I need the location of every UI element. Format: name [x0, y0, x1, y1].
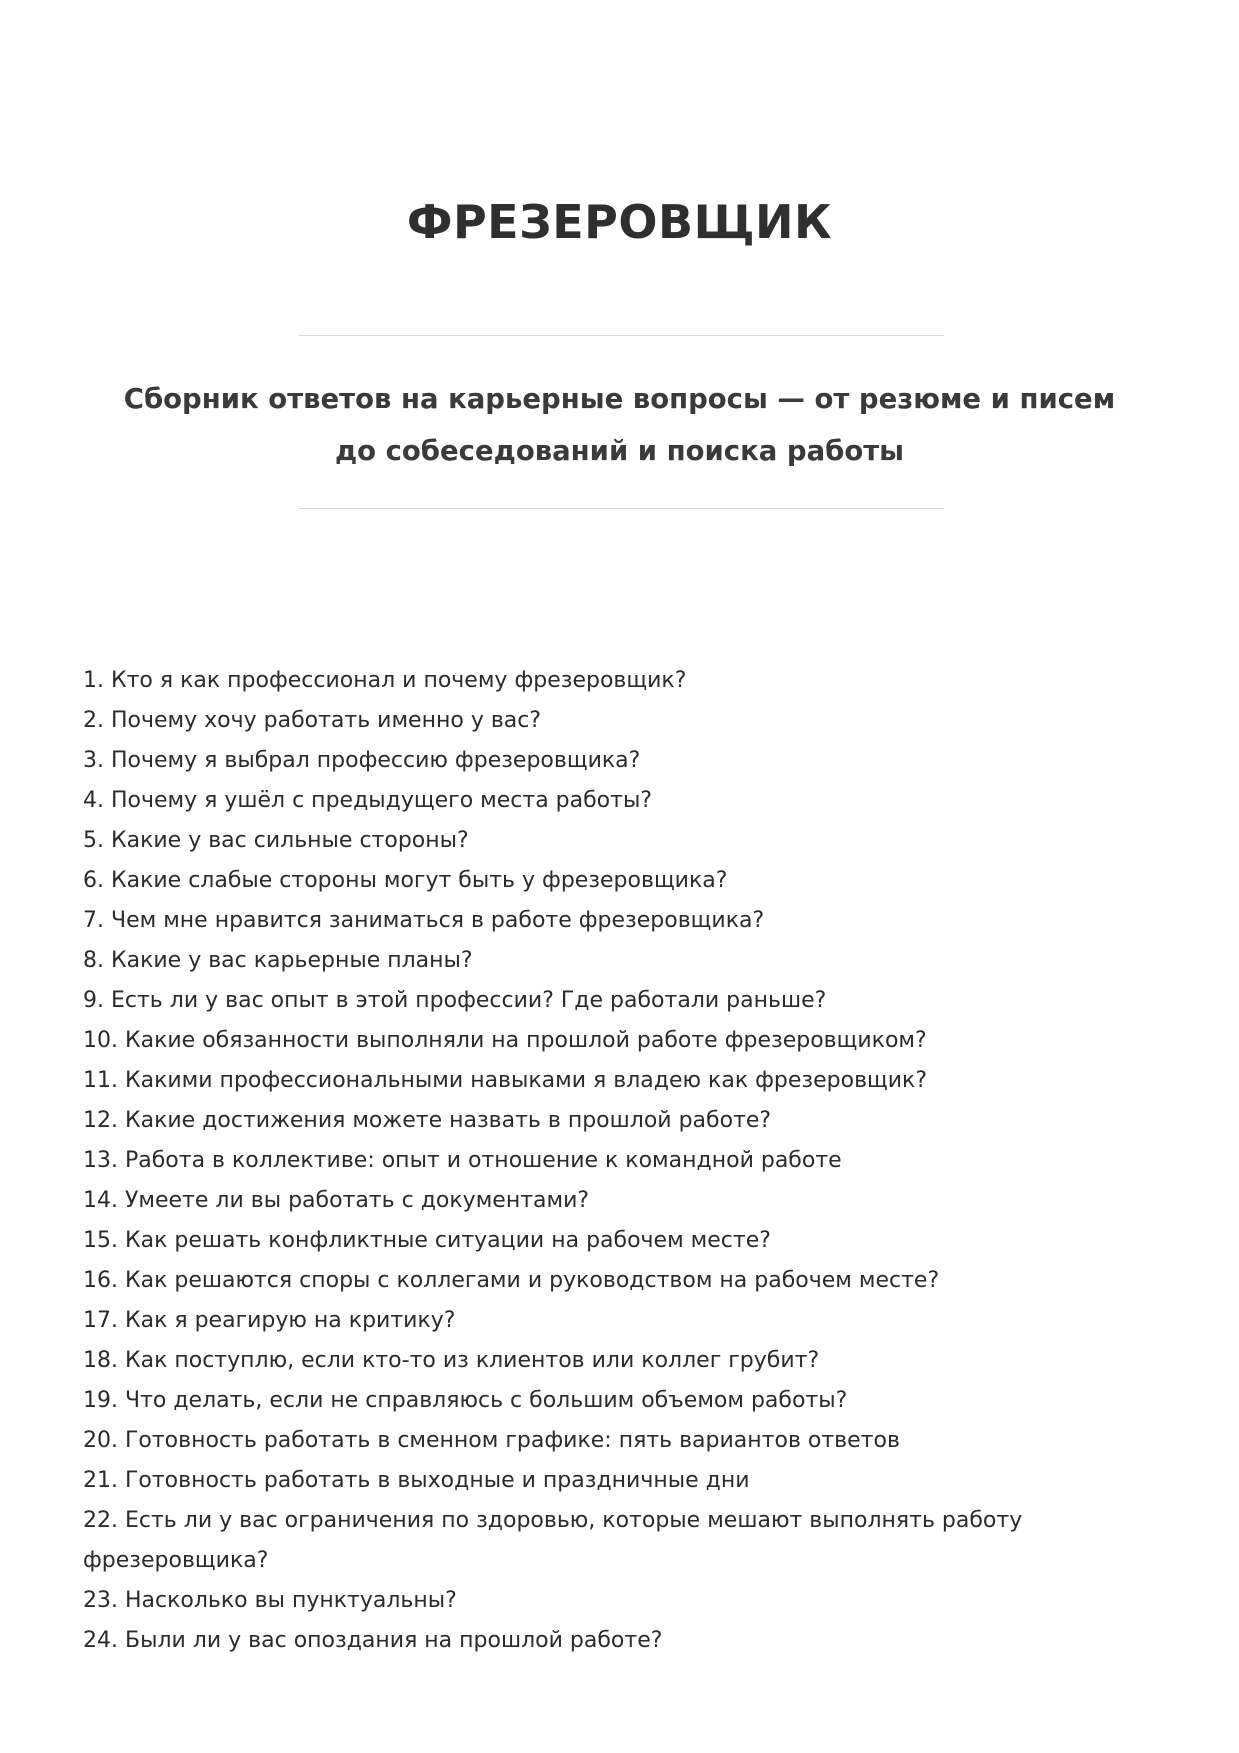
- toc-item: 23. Насколько вы пунктуальны?: [83, 1588, 457, 1613]
- toc-item: 2. Почему хочу работать именно у вас?: [83, 708, 542, 733]
- divider-bottom: [299, 508, 944, 509]
- divider-top: [299, 335, 944, 336]
- toc-item: 9. Есть ли у вас опыт в этой профессии? Где работали раньше?: [83, 988, 827, 1013]
- toc-item: 4. Почему я ушёл с предыдущего места работы?: [83, 788, 653, 813]
- toc-item: 8. Какие у вас карьерные планы?: [83, 948, 473, 973]
- toc-item: 10. Какие обязанности выполняли на прошлой работе фрезеровщиком?: [83, 1028, 927, 1053]
- toc-item: 17. Как я реагирую на критику?: [83, 1308, 456, 1333]
- toc-item: 13. Работа в коллективе: опыт и отношение к командной работе: [83, 1148, 842, 1173]
- toc-item: 22. Есть ли у вас ограничения по здоровью, которые мешают выполнять работу фрезеровщика?: [83, 1508, 1023, 1573]
- toc-item: 20. Готовность работать в сменном графике: пять вариантов ответов: [83, 1428, 900, 1453]
- toc-item: 15. Как решать конфликтные ситуации на рабочем месте?: [83, 1228, 771, 1253]
- table-of-contents: [83, 661, 1083, 1661]
- document-title: ФРЕЗЕРОВЩИК: [406, 195, 833, 249]
- toc-item: 21. Готовность работать в выходные и праздничные дни: [83, 1468, 750, 1493]
- toc-item: 6. Какие слабые стороны могут быть у фрезеровщика?: [83, 868, 728, 893]
- toc-item: 5. Какие у вас сильные стороны?: [83, 828, 469, 853]
- toc-item: 1. Кто я как профессионал и почему фрезеровщик?: [83, 668, 687, 693]
- toc-item: 16. Как решаются споры с коллегами и руководством на рабочем месте?: [83, 1268, 940, 1293]
- toc-item: 12. Какие достижения можете назвать в прошлой работе?: [83, 1108, 772, 1133]
- toc-item: 24. Были ли у вас опоздания на прошлой работе?: [83, 1628, 663, 1653]
- toc-item: 14. Умеете ли вы работать с документами?: [83, 1188, 590, 1213]
- toc-item: 19. Что делать, если не справляюсь с большим объемом работы?: [83, 1388, 848, 1413]
- toc-item: 18. Как поступлю, если кто-то из клиентов или коллег грубит?: [83, 1348, 820, 1373]
- toc-item: 3. Почему я выбрал профессию фрезеровщика?: [83, 748, 641, 773]
- toc-item: 7. Чем мне нравится заниматься в работе фрезеровщика?: [83, 908, 765, 933]
- document-subtitle: Сборник ответов на карьерные вопросы — от резюме и писем до собеседований и поиска работы: [123, 383, 1116, 467]
- toc-item: 11. Какими профессиональными навыками я владею как фрезеровщик?: [83, 1068, 928, 1093]
